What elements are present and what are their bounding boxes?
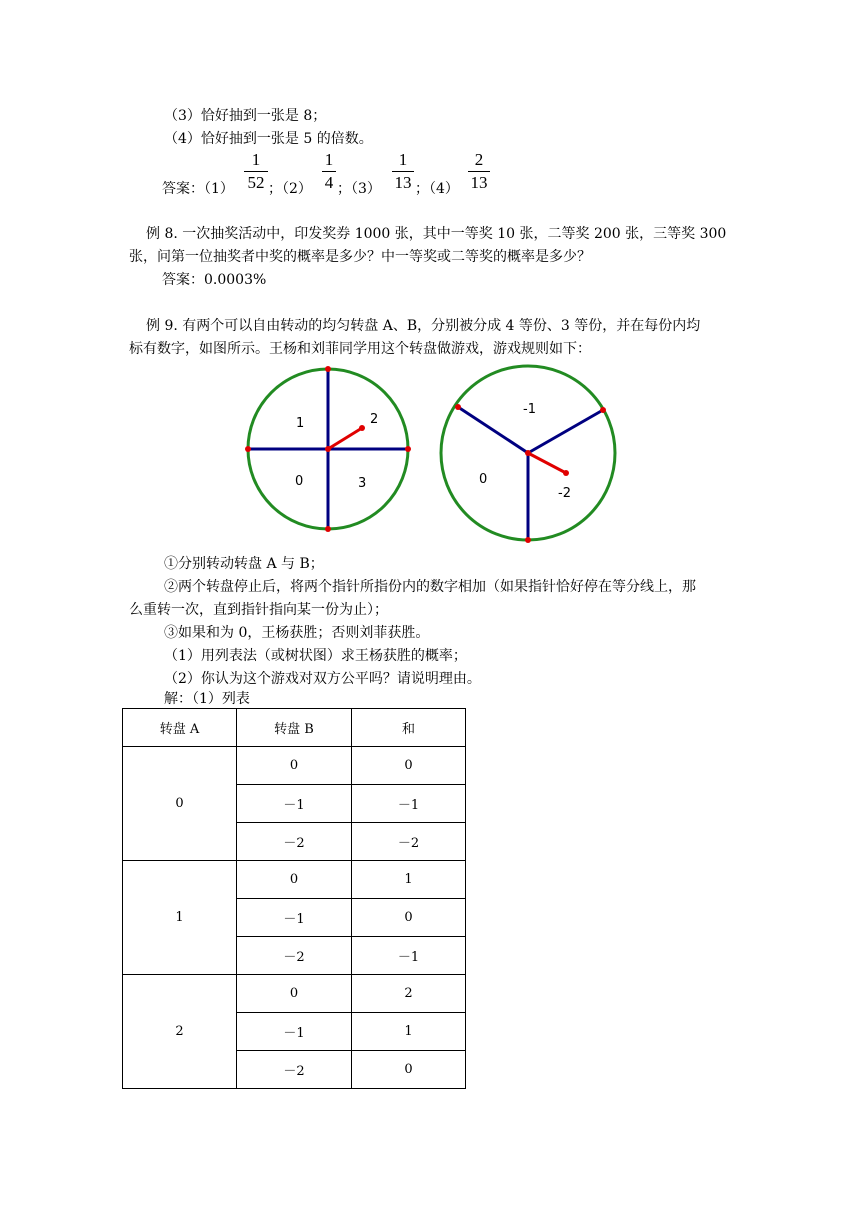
spinner-b-dot [600, 407, 606, 413]
example-9-line-2: 标有数字，如图所示。王杨和刘菲同学用这个转盘做游戏，游戏规则如下： [129, 341, 591, 357]
fraction-2-numerator: 1 [324, 150, 334, 169]
table-cell-sum: 2 [352, 975, 466, 1013]
spinner-b-label: -1 [523, 402, 536, 417]
answer-sep-2: ；（2） [268, 181, 312, 197]
answer-label: 答案：（1） [162, 181, 234, 197]
fraction-3-denominator: 13 [394, 173, 412, 192]
table-cell-b: －2 [237, 1051, 352, 1089]
spinner-b-dot [525, 450, 531, 456]
fraction-2-denominator: 4 [324, 173, 334, 192]
results-table [122, 708, 466, 1089]
rule-1: ①分别转动转盘 A 与 B； [164, 556, 324, 572]
table-cell-sum: －1 [352, 785, 466, 823]
table-cell-sum: 0 [352, 1051, 466, 1089]
spinner-a-dot [325, 526, 331, 532]
fraction-4-denominator: 13 [470, 173, 488, 192]
fraction-1-denominator: 52 [247, 173, 265, 192]
table-cell-b: －1 [237, 785, 352, 823]
table-cell-b: －2 [237, 823, 352, 861]
table-header-row [123, 709, 466, 747]
spinner-a-dot [325, 446, 331, 452]
table-cell-b: 0 [237, 861, 352, 899]
spinner-a-label: 0 [295, 474, 304, 489]
answer-sep-3: ；（3） [337, 181, 381, 197]
spinner-b-pointer [528, 453, 566, 473]
fraction-4-numerator: 2 [474, 150, 484, 169]
table-row [123, 861, 466, 899]
spinner-a-dot [405, 446, 411, 452]
table-row [123, 975, 466, 1013]
spinner-b-dot [563, 470, 569, 476]
spinner-b-dot [525, 537, 531, 543]
spinner-b-label: -2 [558, 486, 571, 501]
table-cell-b: －1 [237, 899, 352, 937]
table-header-cell: 转盘 A [123, 709, 237, 747]
table-cell-sum: 0 [352, 747, 466, 785]
answer-sep-4: ；（4） [415, 181, 459, 197]
table-header-cell: 和 [352, 709, 466, 747]
spinner-a-dot [325, 366, 331, 372]
part-1: （1）用列表法（或树状图）求王杨获胜的概率； [164, 648, 467, 664]
table-cell-b: 0 [237, 975, 352, 1013]
question-3: （3）恰好抽到一张是 8； [164, 108, 327, 124]
spinner-a-dot [359, 425, 365, 431]
table-cell-sum: 1 [352, 1013, 466, 1051]
spinner-b-label: 0 [479, 472, 488, 487]
spinner-a-label: 2 [370, 412, 379, 427]
example-8-line-1: 例 8. 一次抽奖活动中，印发奖券 1000 张，其中一等奖 10 张，二等奖 200 张，三等奖 300 [146, 226, 727, 242]
fraction-1-numerator: 1 [251, 150, 261, 169]
table-row [123, 747, 466, 785]
example-8-line-2: 张，问第一位抽奖者中奖的概率是多少？中一等奖或二等奖的概率是多少？ [129, 249, 591, 265]
example-8-answer: 答案：0.0003% [162, 272, 267, 288]
table-header-cell: 转盘 B [237, 709, 352, 747]
spinner-b [441, 366, 615, 543]
table-cell-a: 0 [123, 747, 237, 861]
table-cell-sum: 0 [352, 899, 466, 937]
rule-3: ③如果和为 0，王杨获胜；否则刘菲获胜。 [164, 625, 430, 641]
table-cell-sum: －1 [352, 937, 466, 975]
table-cell-b: －1 [237, 1013, 352, 1051]
question-4: （4）恰好抽到一张是 5 的倍数。 [164, 131, 373, 147]
fraction-3-numerator: 1 [398, 150, 408, 169]
table-cell-a: 2 [123, 975, 237, 1089]
spinner-a-label: 1 [296, 416, 305, 431]
spinner-b-divider [458, 407, 528, 453]
example-9-line-1: 例 9. 有两个可以自由转动的均匀转盘 A、B，分别被分成 4 等份、3 等份，并在每份内均 [146, 318, 701, 334]
table-cell-b: 0 [237, 747, 352, 785]
spinner-b-dot [455, 404, 461, 410]
table-cell-a: 1 [123, 861, 237, 975]
spinner-b-divider [528, 410, 603, 453]
table-cell-sum: －2 [352, 823, 466, 861]
spinner-a-dot [245, 446, 251, 452]
spinner-a-pointer [328, 428, 362, 449]
spinner-a-label: 3 [358, 476, 367, 491]
part-2: （2）你认为这个游戏对双方公平吗？请说明理由。 [164, 671, 481, 687]
rule-2-continued: 么重转一次，直到指针指向某一份为止）； [129, 602, 388, 618]
solution-label: 解：（1）列表 [164, 691, 250, 707]
rule-2: ②两个转盘停止后，将两个指针所指份内的数字相加（如果指针恰好停在等分线上，那 [164, 579, 696, 595]
table-cell-b: －2 [237, 937, 352, 975]
table-cell-sum: 1 [352, 861, 466, 899]
spinner-a [245, 366, 411, 532]
